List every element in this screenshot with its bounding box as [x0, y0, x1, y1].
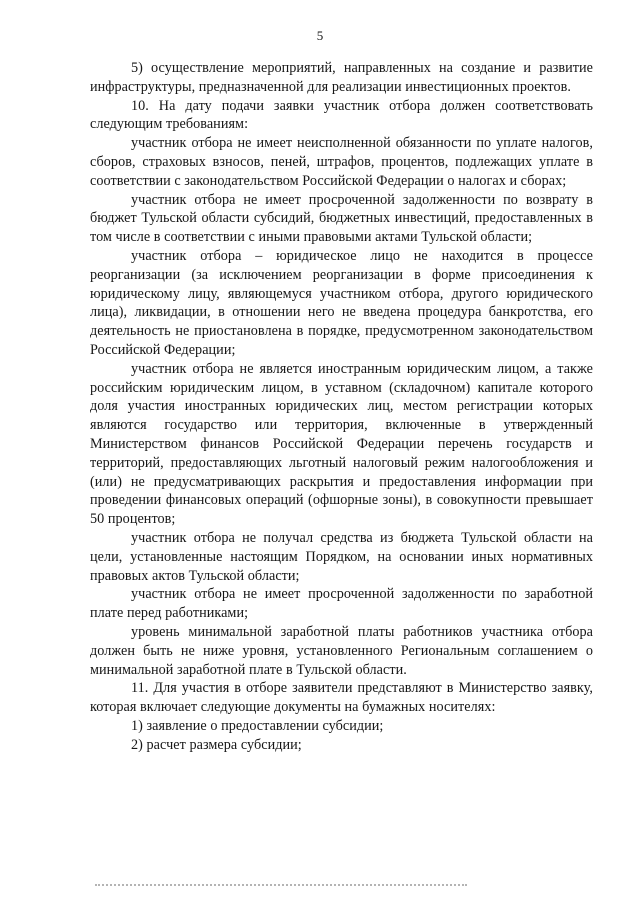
paragraph-requirement-foreign-entity: участник отбора не является иностранным юридическим лицом, а также российским юридическим лицом, в уставном (складочном) капитале которого доля участия иностранных юридических лиц, местом регистрации которых являются государство или территория, включенные в утвержденный Министерством финансов Российской Федерации перечень государств и территорий, предоставляющих льготный налоговый режим налогообложения и (или) не предусматривающих раскрытия и предоставления информации при проведении финансовых операций (офшорные зоны), в совокупности превышает 50 процентов; [90, 360, 593, 528]
paragraph-requirement-minimum-wage: уровень минимальной заработной платы работников участника отбора должен быть не ниже уровня, установленного Региональным соглашением о минимальной заработной плате в Тульской области. [90, 623, 593, 678]
document-body [90, 59, 593, 754]
paragraph-clause-11-intro: 11. Для участия в отборе заявители представляют в Министерство заявку, которая включает следующие документы на бумажных носителях: [90, 680, 593, 716]
paragraph-requirement-budget-debt: участник отбора не имеет просроченной задолженности по возврату в бюджет Тульской области субсидий, бюджетных инвестиций, предоставленных в том числе в соответствии с иными правовыми актами Тульской области; [90, 191, 593, 246]
list-item-subsidy-calculation: 2) расчет размера субсидии; [131, 736, 302, 753]
paragraph-requirement-no-other-funds: участник отбора не получал средства из бюджета Тульской области на цели, установленные настоящим Порядком, на основании иных нормативных правовых актов Тульской области; [90, 529, 593, 584]
page-number: 5 [316, 28, 324, 43]
paragraph-item-5-infrastructure: 5) осуществление мероприятий, направленных на создание и развитие инфраструктуры, предназначенной для реализации инвестиционных проектов. [90, 60, 593, 95]
paragraph-requirement-tax-obligations: участник отбора не имеет неисполненной обязанности по уплате налогов, сборов, страховых взносов, пеней, штрафов, процентов, подлежащих уплате в соответствии с законодательством Российской Федерации о налогах и сборах; [90, 135, 593, 189]
scan-artifact-line [95, 884, 467, 886]
paragraph-requirement-wage-arrears: участник отбора не имеет просроченной задолженности по заработной плате перед работниками; [90, 586, 593, 622]
paragraph-clause-10-intro: 10. На дату подачи заявки участник отбора должен соответствовать следующим требованиям: [90, 97, 593, 133]
paragraph-requirement-reorganization: участник отбора – юридическое лицо не находится в процессе реорганизации (за исключением реорганизации в форме присоединения к юридическому лицу, являющемуся участником отбора, другого юридического лица), ликвидации, в отношении него не введена процедура банкротства, его деятельность не приостановлена в порядке, предусмотренном законодательством Российской Федерации; [90, 247, 593, 358]
list-item-application: 1) заявление о предоставлении субсидии; [131, 717, 384, 734]
